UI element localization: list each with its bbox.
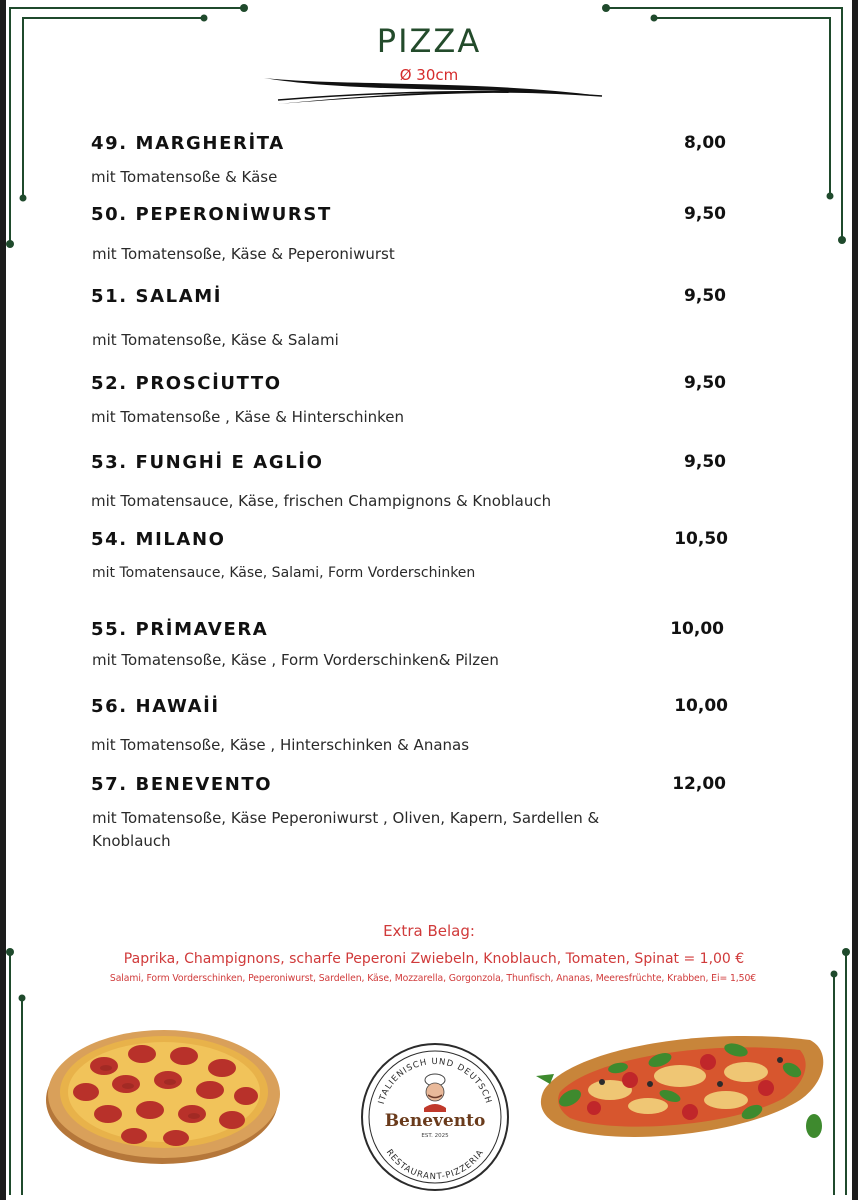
extras-title: Extra Belag: — [383, 922, 475, 940]
item-price: 12,00 — [672, 774, 726, 794]
item-description: mit Tomatensauce, Käse, frischen Champignons & Knoblauch — [91, 492, 552, 510]
item-description: mit Tomatensauce, Käse, Salami, Form Vorderschinken — [92, 565, 476, 581]
chef-icon — [424, 1074, 446, 1112]
item-name: 49. MARGHERİTA — [91, 133, 285, 154]
item-name: 53. FUNGHİ E AGLİO — [91, 452, 324, 473]
item-description: mit Tomatensoße , Käse & Hinterschinken — [91, 408, 405, 426]
item-description: mit Tomatensoße, Käse & Peperoniwurst — [92, 245, 395, 263]
item-price: 10,50 — [674, 529, 728, 549]
item-description: mit Tomatensoße & Käse — [91, 168, 278, 186]
item-name: 54. MILANO — [91, 529, 226, 550]
benevento-logo — [360, 1042, 510, 1192]
extras-line-1: Paprika, Champignons, scharfe Peperoni Zwiebeln, Knoblauch, Tomaten, Spinat = 1,00 € — [123, 951, 745, 967]
logo-est: EST. 2025 — [421, 1133, 449, 1139]
item-description: mit Tomatensoße, Käse , Hinterschinken & Ananas — [91, 736, 470, 754]
logo-top-text: ITALIENISCH UND DEUTSCH — [376, 1056, 494, 1106]
item-price: 9,50 — [684, 204, 726, 224]
logo-name: Benevento — [384, 1111, 486, 1131]
item-description: mit Tomatensoße, Käse Peperoniwurst , Oliven, Kapern, Sardellen & Knoblauch — [92, 809, 600, 850]
item-price: 10,00 — [670, 619, 724, 639]
page-subtitle: Ø 30cm — [399, 66, 459, 84]
item-name: 56. HAWAİİ — [91, 696, 220, 717]
item-name: 55. PRİMAVERA — [91, 619, 269, 640]
item-price: 10,00 — [674, 696, 728, 716]
item-description: mit Tomatensoße, Käse , Form Vorderschinken& Pilzen — [92, 651, 499, 669]
title-swoosh — [258, 74, 608, 114]
item-description: mit Tomatensoße, Käse & Salami — [92, 331, 339, 349]
pepperoni-pizza-image — [44, 1018, 284, 1168]
right-edge-bar — [852, 0, 858, 1200]
item-price: 8,00 — [684, 133, 726, 153]
item-name: 52. PROSCİUTTO — [91, 373, 282, 394]
item-name: 50. PEPERONİWURST — [91, 204, 332, 225]
item-price: 9,50 — [684, 452, 726, 472]
extras-line-2: Salami, Form Vorderschinken, Peperoniwurst, Sardellen, Käse, Mozzarella, Gorgonzola, Thunfisch, Ananas, Meeresfrüchte, Krabben, Ei= 1,50€ — [109, 973, 757, 984]
page-title: PIZZA — [376, 22, 482, 60]
item-price: 9,50 — [684, 373, 726, 393]
item-name: 57. BENEVENTO — [91, 774, 273, 795]
item-name: 51. SALAMİ — [91, 286, 223, 307]
logo-bottom-text: RESTAURANT-PIZZERIA — [383, 1147, 487, 1183]
vegetable-pizza-image — [530, 1020, 830, 1150]
left-edge-bar — [0, 0, 6, 1200]
item-price: 9,50 — [684, 286, 726, 306]
